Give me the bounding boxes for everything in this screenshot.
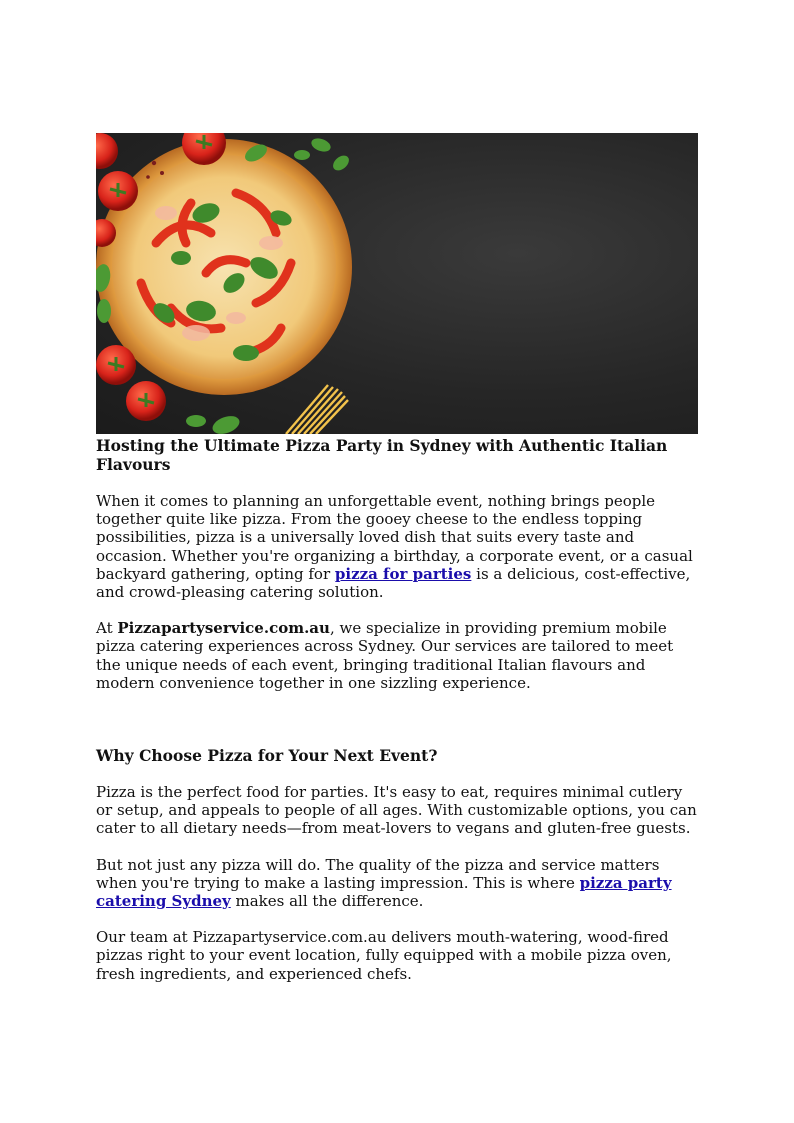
article-title: Hosting the Ultimate Pizza Party in Sydney with Authentic Italian Flavours <box>96 436 668 474</box>
pizza-party-catering-sydney-link[interactable]: pizza party catering Sydney <box>96 873 672 911</box>
intro-paragraph <box>96 492 700 601</box>
company-brand: Pizzapartyservice.com.au <box>117 619 330 638</box>
intro-text: When it comes to planning an unforgettable event, nothing brings people together quite like pizza. From the gooey cheese to the endless topping possibilities, pizza is a universally loved dish that suits every taste and occasion. Whether you're organizing a birthday, a corporate event, or a casual backyard gathering, opting for <box>96 492 693 583</box>
hero-image <box>96 133 698 434</box>
quality-text: But not just any pizza will do. The quality of the pizza and service matters when you're trying to make a lasting impression. This is where <box>96 855 660 892</box>
quality-tail: makes all the difference. <box>230 892 424 911</box>
company-lead: At <box>96 619 118 638</box>
intro-tail: is a delicious, cost-effective, and crowd-pleasing catering solution. <box>96 564 691 602</box>
pizza-illustration <box>96 133 698 434</box>
pizza-for-parties-link[interactable]: pizza for parties <box>334 564 472 583</box>
company-paragraph <box>96 619 700 692</box>
quality-paragraph <box>96 856 700 911</box>
document-page <box>96 133 700 983</box>
section-heading: Why Choose Pizza for Your Next Event? <box>96 746 438 766</box>
why-pizza-paragraph: Pizza is the perfect food for parties. It's easy to eat, requires minimal cutlery or setup, and appeals to people of all ages. With customizable options, you can cater to all dietary needs—from meat-lovers to vegans and gluten-free guests. <box>96 783 697 838</box>
team-paragraph: Our team at Pizzapartyservice.com.au delivers mouth-watering, wood-fired pizzas right to your event location, fully equipped with a mobile pizza oven, fresh ingredients, and experienced chefs. <box>96 928 672 983</box>
company-text: , we specialize in providing premium mobile pizza catering experiences across Sydney. Our services are tailored to meet the unique needs of each event, bringing traditional Italian flavours and modern convenience together in one sizzling experience. <box>96 619 674 692</box>
